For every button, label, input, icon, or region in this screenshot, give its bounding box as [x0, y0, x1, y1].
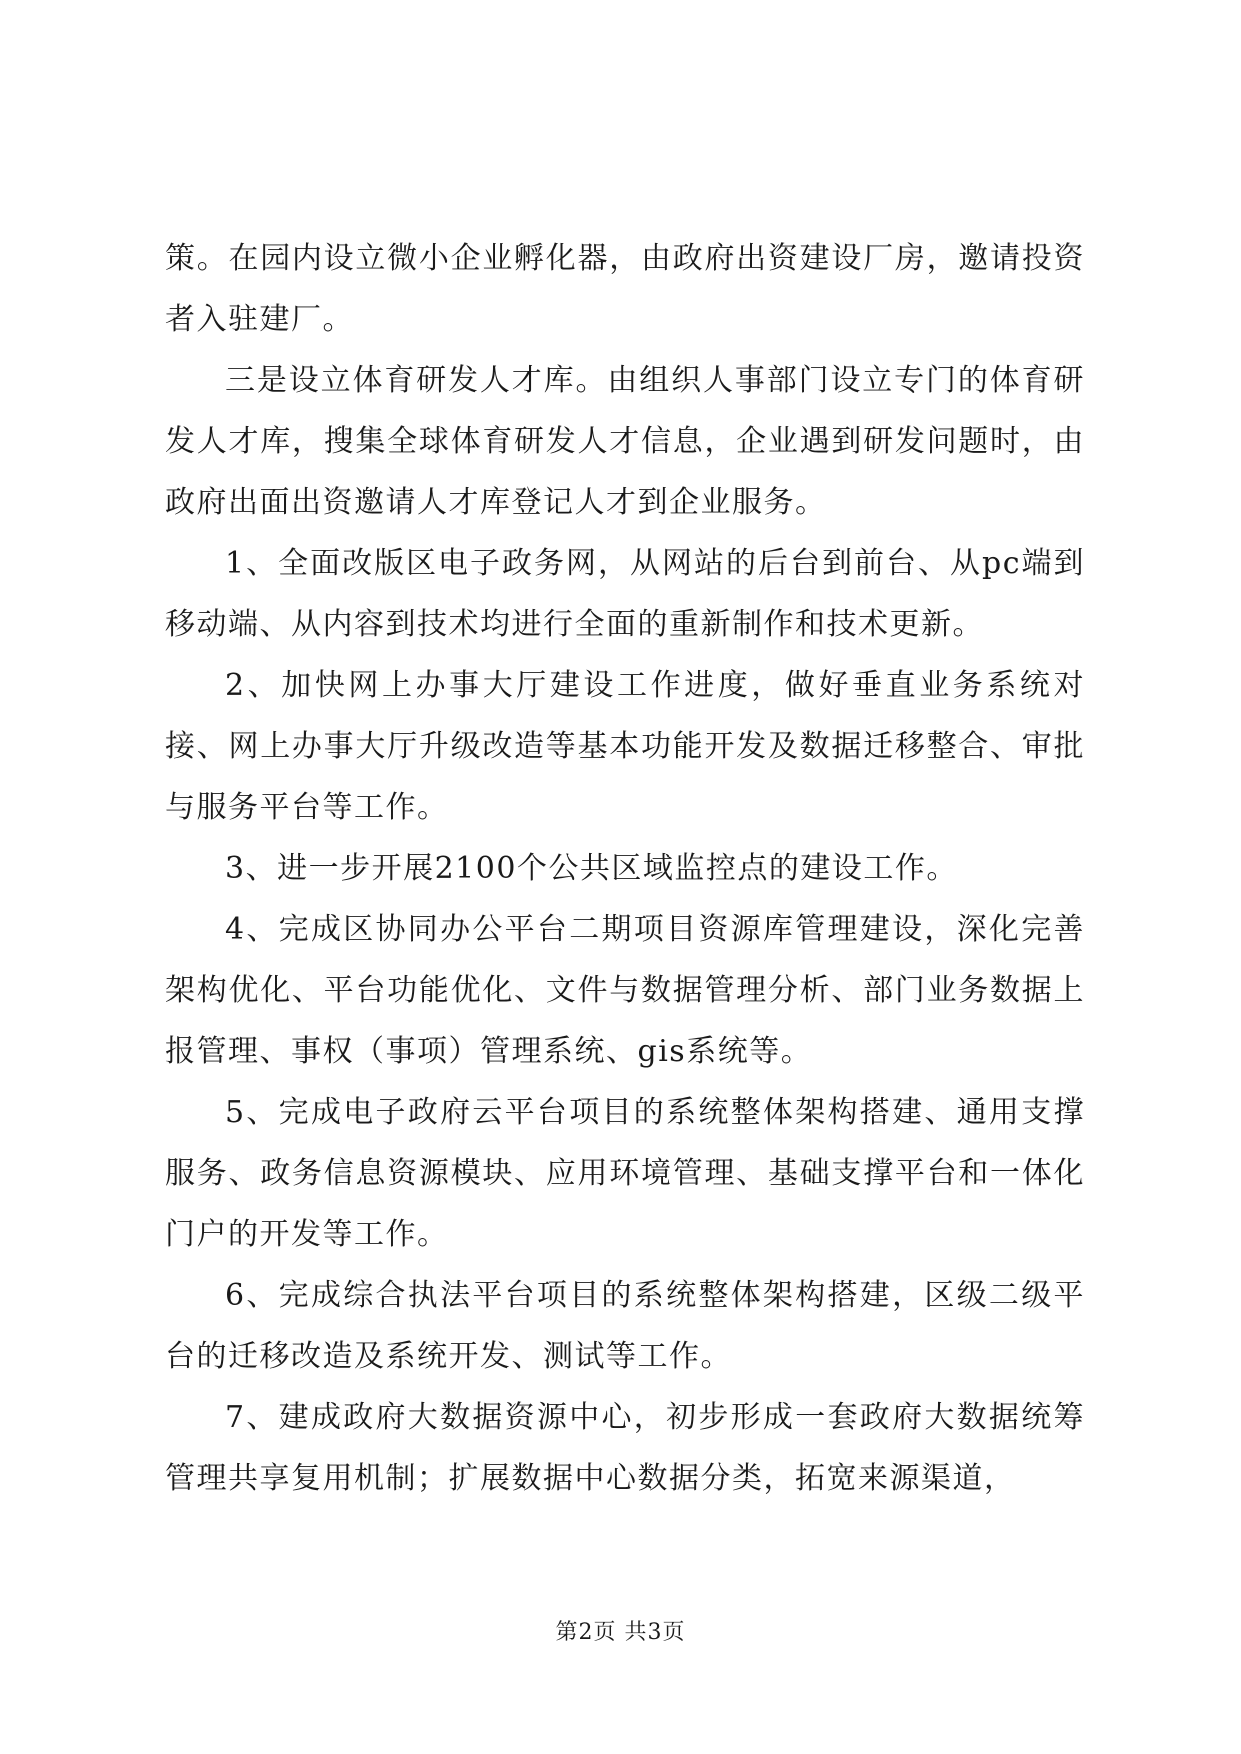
document-body	[165, 228, 1085, 1509]
paragraph-item-5: 5、完成电子政府云平台项目的系统整体架构搭建、通用支撑服务、政务信息资源模块、应用环境管理、基础支撑平台和一体化门户的开发等工作。	[165, 1095, 1085, 1252]
paragraph-talent-pool: 三是设立体育研发人才库。由组织人事部门设立专门的体育研发人才库，搜集全球体育研发人才信息，企业遇到研发问题时，由政府出面出资邀请人才库登记人才到企业服务。	[165, 363, 1085, 520]
paragraph-item-7: 7、建成政府大数据资源中心，初步形成一套政府大数据统筹管理共享复用机制；扩展数据中心数据分类，拓宽来源渠道，	[165, 1400, 1085, 1496]
paragraph-item-4: 4、完成区协同办公平台二期项目资源库管理建设，深化完善架构优化、平台功能优化、文件与数据管理分析、部门业务数据上报管理、事权（事项）管理系统、gis系统等。	[165, 912, 1085, 1069]
paragraph-item-6: 6、完成综合执法平台项目的系统整体架构搭建，区级二级平台的迁移改造及系统开发、测试等工作。	[165, 1278, 1085, 1374]
paragraph-item-1: 1、全面改版区电子政务网，从网站的后台到前台、从pc端到移动端、从内容到技术均进行全面的重新制作和技术更新。	[165, 546, 1085, 642]
page-number-footer: 第2页 共3页	[555, 1620, 686, 1645]
paragraph-item-2: 2、加快网上办事大厅建设工作进度，做好垂直业务系统对接、网上办事大厅升级改造等基本功能开发及数据迁移整合、审批与服务平台等工作。	[165, 668, 1085, 825]
paragraph-item-3: 3、进一步开展2100个公共区域监控点的建设工作。	[225, 851, 958, 886]
paragraph-continuation: 策。在园内设立微小企业孵化器，由政府出资建设厂房，邀请投资者入驻建厂。	[165, 241, 1085, 337]
